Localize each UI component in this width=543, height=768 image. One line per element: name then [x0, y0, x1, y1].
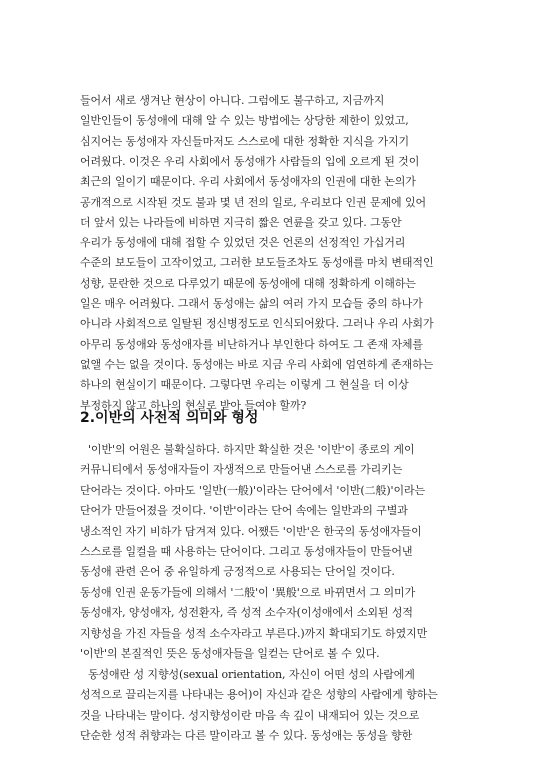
paragraph-2-line: 지향성을 가진 자들을 성적 소수자라고 부른다.)까지 확대되기도 하였지만 [80, 626, 428, 640]
paragraph-2-line: 커뮤니티에서 동성애자들이 자생적으로 만들어낸 스스로를 가리키는 [80, 463, 403, 477]
paragraph-1-line: 일반인들이 동성애에 대해 알 수 있는 방법에는 상당한 제한이 있었고, [80, 114, 409, 128]
paragraph-2-line: 동성애 인권 운동가들에 의해서 '二般'이 '異般'으로 바뀌면서 그 의미가 [80, 585, 416, 599]
paragraph-3-line: 것을 나타내는 말이다. 성지향성이란 마음 속 깊이 내재되어 있는 것으로 [80, 708, 420, 722]
paragraph-3-line: 성적으로 끌리는지를 나타내는 용어)이 자신과 같은 성향의 사람에게 향하는 [80, 688, 438, 702]
paragraph-2-line: '이반'의 본질적인 뜻은 동성애자들을 일컫는 단어로 볼 수 있다. [80, 647, 380, 660]
paragraph-2-line: 냉소적인 자기 비하가 담겨져 있다. 어쨌든 '이반'은 한국의 동성애자들이 [80, 524, 422, 538]
paragraph-1-line: 성향, 문란한 것으로 다루었기 때문에 동성애에 대해 정확하게 이해하는 [80, 276, 416, 290]
paragraph-1-line: 심지어는 동성애자 자신들마저도 스스로에 대한 정확한 지식을 가지기 [80, 134, 410, 148]
paragraph-2-line: 동성애자, 양성애자, 성전환자, 즉 성적 소수자(이성애에서 소외된 성적 [80, 606, 413, 620]
paragraph-1-line: 수준의 보도들이 고작이었고, 그러한 보도들조차도 동성애를 마치 변태적인 [80, 256, 434, 270]
paragraph-2-line: 단어가 만들어졌을 것이다. '이반'이라는 단어 속에는 일반과의 구별과 [80, 504, 408, 518]
paragraph-1-line: 없앨 수는 없을 것이다. 동성애는 바로 지금 우리 사회에 엄연하게 존재하는 [80, 357, 434, 371]
paragraph-1-line: 공개적으로 시작된 것도 불과 몇 년 전의 일로, 우리보다 인권 문제에 있어 [80, 195, 427, 209]
paragraph-1-line: 우리가 동성애에 대해 접할 수 있었던 것은 언론의 선정적인 가십거리 [80, 236, 406, 250]
paragraph-2-line: 단어라는 것이다. 아마도 '일반(一般)'이라는 단어에서 '이반(二般)'이라는 [80, 483, 426, 497]
paragraph-3-line: 동성애란 성 지향성(sexual orientation, 자신이 어떤 성의 사람에게 [88, 668, 415, 681]
paragraph-1-line: 하나의 현실이기 때문이다. 그렇다면 우리는 이렇게 그 현실을 더 이상 [80, 378, 409, 392]
paragraph-1-line: 들어서 새로 생겨난 현상이 아니다. 그럼에도 불구하고, 지금까지 [80, 94, 385, 107]
paragraph-1-line: 부정하지 않고 하나의 현실로 받아 들여야 할까? [80, 398, 307, 412]
paragraph-1-line: 일은 매우 어려웠다. 그래서 동성애는 삶의 여러 가지 모습들 중의 하나가 [80, 297, 423, 310]
paragraph-3-line: 단순한 성적 취향과는 다른 말이라고 볼 수 있다. 동성애는 동성을 향한 [80, 729, 413, 743]
paragraph-2-line: 스스로를 일컬을 때 사용하는 단어이다. 그리고 동성애자들이 만들어낸 [80, 545, 413, 558]
paragraph-1-line: 아니라 사회적으로 일탈된 정신병정도로 인식되어왔다. 그러나 우리 사회가 [80, 317, 434, 331]
section-heading: 2.이반의 사전적 의미와 형성 [80, 410, 259, 426]
paragraph-1-line: 아무리 동성애와 동성애자를 비난하거나 부인한다 하여도 그 존재 자체를 [80, 337, 423, 351]
paragraph-1-line: 더 앞서 있는 나라들에 비하면 지극히 짧은 연륜을 갖고 있다. 그동안 [80, 215, 402, 229]
paragraph-1-line: 최근의 일이기 때문이다. 우리 사회에서 동성애자의 인권에 대한 논의가 [80, 175, 416, 189]
paragraph-2-line: 동성애 관련 은어 중 유일하게 긍정적으로 사용되는 단어일 것이다. [80, 565, 395, 579]
paragraph-1-line: 어려웠다. 이것은 우리 사회에서 동성애가 사람들의 입에 오르게 된 것이 [80, 154, 420, 168]
paragraph-2-line: '이반'의 어원은 불확실하다. 하지만 확실한 것은 '이반'이 종로의 게이 [88, 443, 415, 456]
